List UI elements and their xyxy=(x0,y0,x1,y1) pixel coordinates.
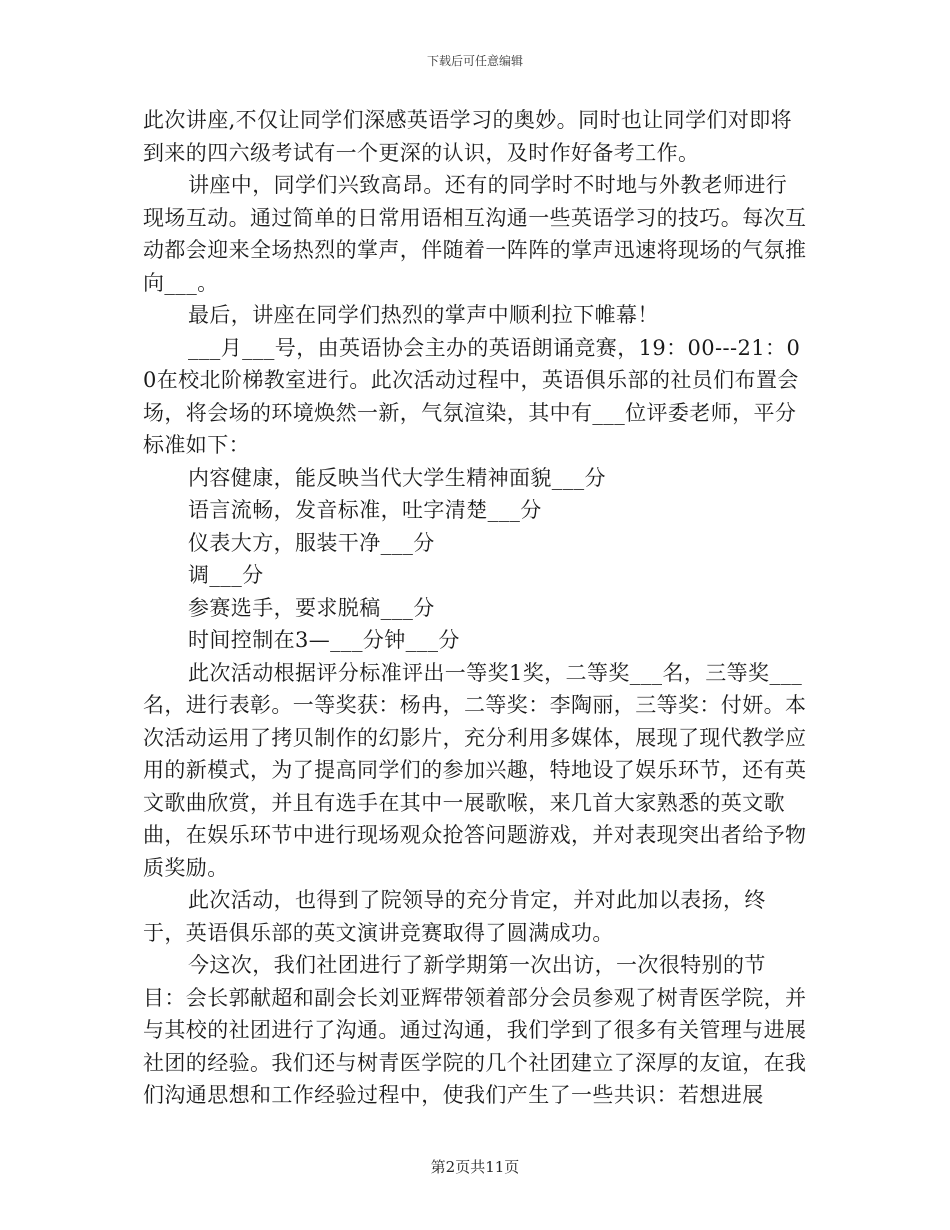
criteria-item: 仪表大方，服装干净___分 xyxy=(188,530,435,555)
criteria-item: 调___分 xyxy=(188,563,264,587)
criteria-item: 内容健康，能反映当代大学生精神面貌___分 xyxy=(188,465,606,490)
criteria-item: 参赛选手，要求脱稿___分 xyxy=(188,595,435,620)
paragraph: ___月___号，由英语协会主办的英语朗诵竞赛，19：00---21：00在校北阶梯教室进行。此次活动过程中，英语俱乐部的社员们布置会场，将会场的环境焕然一新，气氛渲染，其中有___位评委老师，平分标准如下： xyxy=(143,335,801,457)
page-header: 下载后可任意编辑 xyxy=(426,54,523,68)
paragraph: 此次活动，也得到了院领导的充分肯定，并对此加以表扬，终于，英语俱乐部的英文演讲竞赛取得了圆满成功。 xyxy=(143,888,766,945)
criteria-item: 语言流畅，发音标准，吐字清楚___分 xyxy=(188,498,542,522)
paragraph: 讲座中，同学们兴致高昂。还有的同学时不时地与外教老师进行现场互动。通过简单的日常用语相互沟通一些英语学习的技巧。每次互动都会迎来全场热烈的掌声，伴随着一阵阵的掌声迅速将现场的气氛推向___。 xyxy=(143,173,807,295)
paragraph: 此次活动根据评分标准评出一等奖1奖，二等奖___名，三等奖___名，进行表彰。一等奖获：杨冉，二等奖：李陶丽，三等奖：付妍。本次活动运用了拷贝制作的幻影片，充分利用多媒体，展现了现代教学应用的新模式，为了提高同学们的参加兴趣，特地设了娱乐环节，还有英文歌曲欣赏，并且有选手在其中一展歌喉，来几首大家熟悉的英文歌曲，在娱乐环节中进行现场观众抢答问题游戏，并对表现突出者给予物质奖励。 xyxy=(143,660,807,880)
paragraph: 今这次，我们社团进行了新学期第一次出访，一次很特别的节目：会长郭献超和副会长刘亚辉带领着部分会员参观了树青医学院，并与其校的社团进行了沟通。通过沟通，我们学到了很多有关管理与进展社团的经验。我们还与树青医学院的几个社团建立了深厚的友谊，在我们沟通思想和工作经验过程中，使我们产生了一些共识：若想进展 xyxy=(143,953,807,1107)
document-body xyxy=(143,104,807,1112)
page-footer: 第2页共11页 xyxy=(430,1158,520,1176)
criteria-item: 时间控制在3—___分钟___分 xyxy=(188,628,460,652)
paragraph: 此次讲座,不仅让同学们深感英语学习的奥妙。同时也让同学们对即将到来的四六级考试有一个更深的认识，及时作好备考工作。 xyxy=(143,108,793,165)
paragraph: 最后，讲座在同学们热烈的掌声中顺利拉下帷幕！ xyxy=(188,303,659,327)
